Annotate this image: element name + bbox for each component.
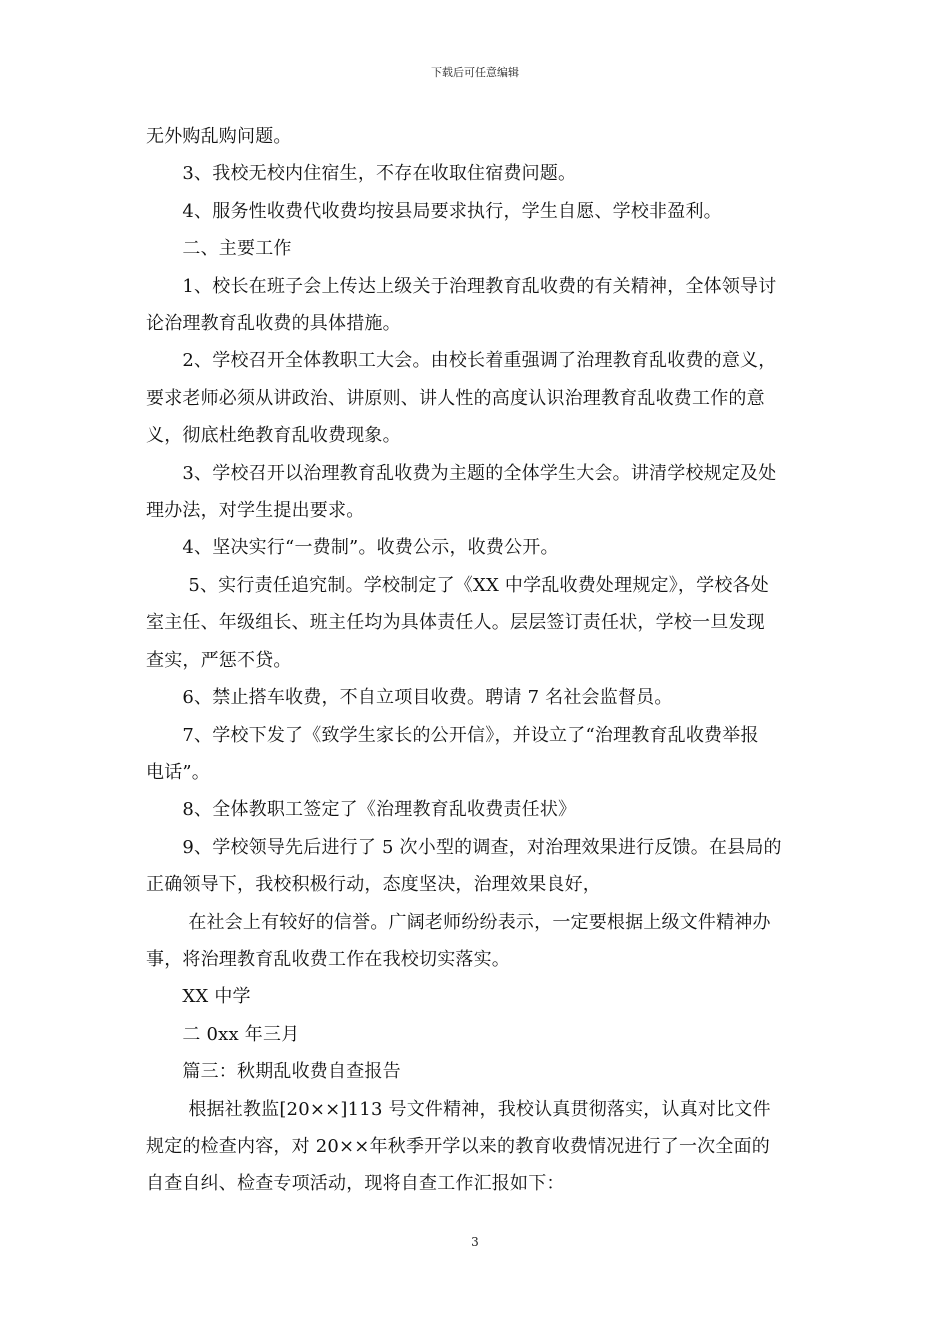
text-line: 自查自纠、检查专项活动，现将自查工作汇报如下： <box>146 1173 565 1195</box>
text-line: 室主任、年级组长、班主任均为具体责任人。层层签订责任状，学校一旦发现 <box>146 612 765 634</box>
text-line: 1、校长在班子会上传达上级关于治理教育乱收费的有关精神，全体领导讨 <box>146 275 777 297</box>
text-line: 根据社教监[20××]113 号文件精神，我校认真贯彻落实，认真对比文件 <box>146 1098 771 1120</box>
text-line: 6、禁止搭车收费，不自立项目收费。聘请 7 名社会监督员。 <box>146 687 673 709</box>
text-line: 4、服务性收费代收费均按县局要求执行，学生自愿、学校非盈利。 <box>146 200 722 222</box>
text-line: 理办法，对学生提出要求。 <box>146 500 365 522</box>
section-heading: 篇三：秋期乱收费自查报告 <box>146 1061 401 1083</box>
text-line: 8、全体教职工签定了《治理教育乱收费责任状》 <box>146 799 577 821</box>
text-line: 论治理教育乱收费的具体措施。 <box>146 313 401 335</box>
signature-school: XX 中学 <box>146 986 251 1008</box>
section-heading: 二、主要工作 <box>146 238 292 260</box>
text-line: 4、坚决实行“一费制”。收费公示，收费公开。 <box>146 537 559 559</box>
text-line: 义，彻底杜绝教育乱收费现象。 <box>146 425 401 447</box>
text-line: 3、我校无校内住宿生，不存在收取住宿费问题。 <box>146 163 577 185</box>
text-line: 无外购乱购问题。 <box>146 126 292 147</box>
text-line: 5、实行责任追究制。学校制定了《XX 中学乱收费处理规定》，学校各处 <box>146 574 769 596</box>
text-line: 2、学校召开全体教职工大会。由校长着重强调了治理教育乱收费的意义， <box>146 350 777 372</box>
document-body <box>146 118 810 1203</box>
text-line: 7、学校下发了《致学生家长的公开信》，并设立了“治理教育乱收费举报 <box>146 724 759 746</box>
page-number: 3 <box>471 1235 479 1249</box>
text-line: 正确领导下，我校积极行动，态度坚决，治理效果良好， <box>146 874 601 896</box>
text-line: 查实，严惩不贷。 <box>146 649 292 671</box>
text-line: 电话”。 <box>146 761 211 783</box>
signature-date: 二 0xx 年三月 <box>146 1023 300 1045</box>
text-line: 在社会上有较好的信誉。广阔老师纷纷表示，一定要根据上级文件精神办 <box>146 911 771 933</box>
text-line: 3、学校召开以治理教育乱收费为主题的全体学生大会。讲清学校规定及处 <box>146 462 777 484</box>
page-header: 下载后可任意编辑 <box>431 66 519 79</box>
text-line: 9、学校领导先后进行了 5 次小型的调查，对治理效果进行反馈。在县局的 <box>146 836 782 858</box>
text-line: 要求老师必须从讲政治、讲原则、讲人性的高度认识治理教育乱收费工作的意 <box>146 387 765 409</box>
text-line: 事，将治理教育乱收费工作在我校切实落实。 <box>146 948 510 970</box>
text-line: 规定的检查内容，对 20××年秋季开学以来的教育收费情况进行了一次全面的 <box>146 1135 770 1157</box>
